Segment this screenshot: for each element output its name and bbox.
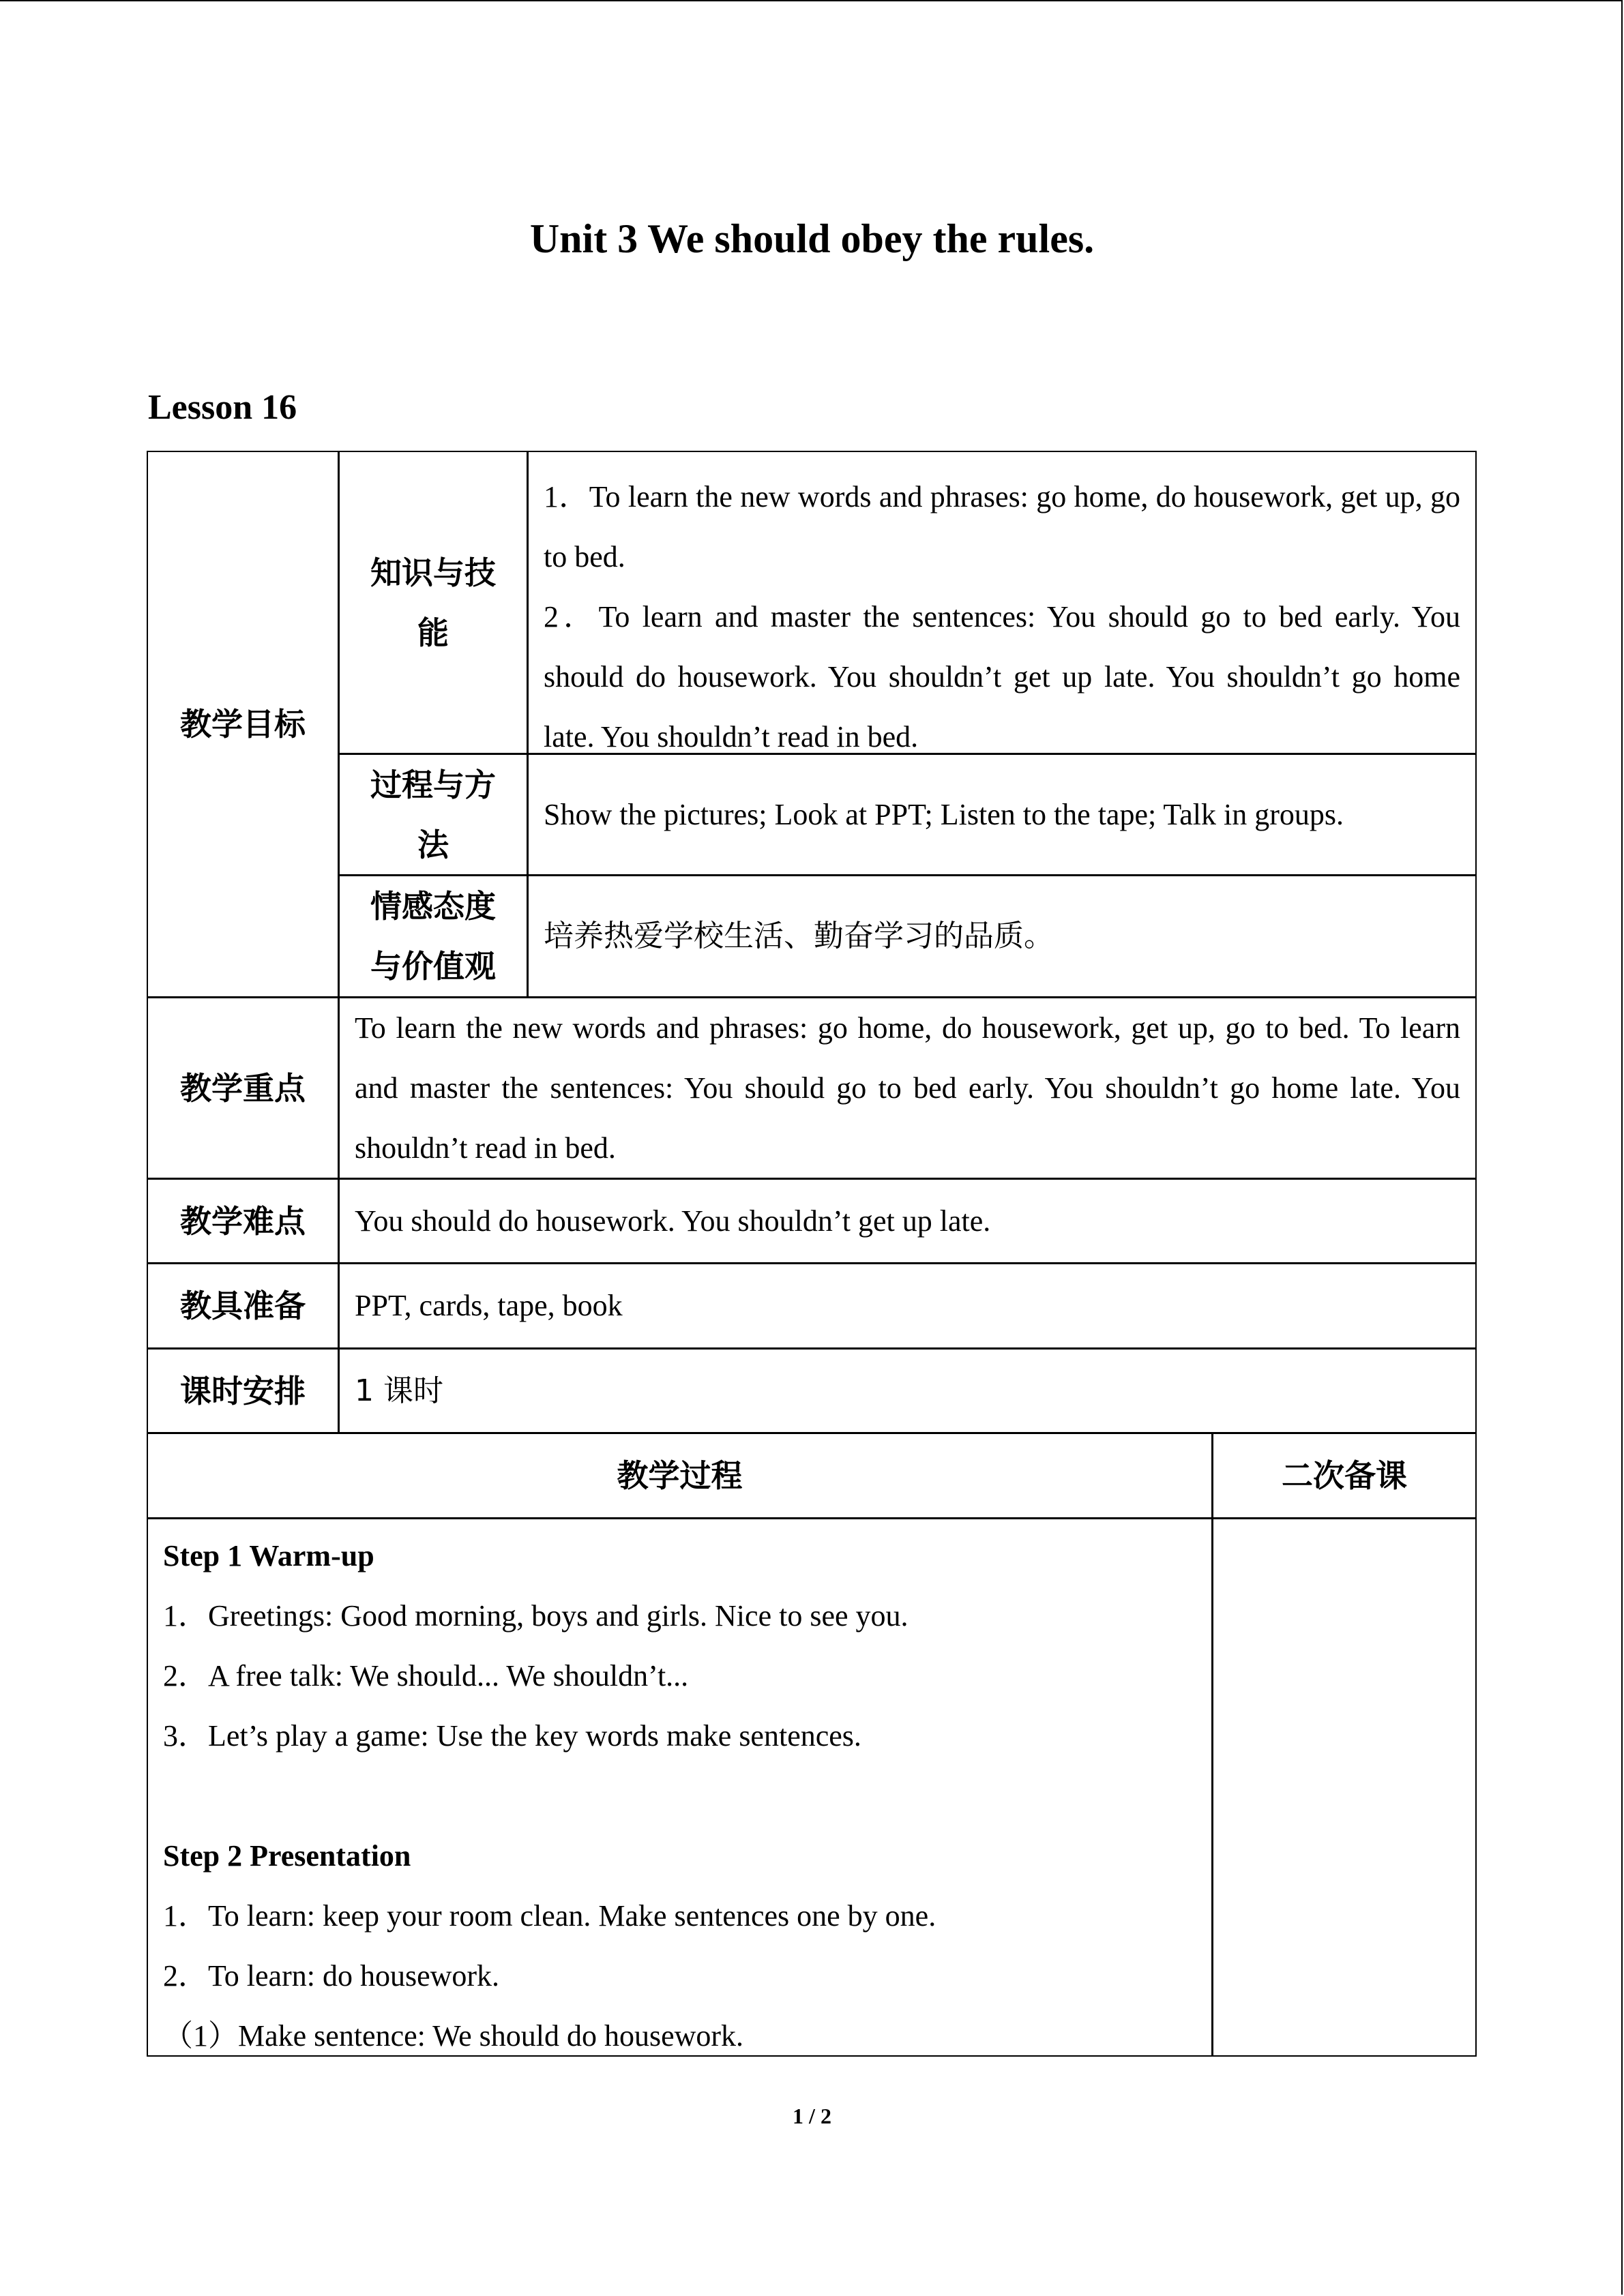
lesson-plan-table	[147, 451, 1477, 2057]
lesson-heading: Lesson 16	[148, 388, 297, 427]
difficult-points-text: You should do housework. You shouldn’t get up late.	[338, 1178, 1477, 1264]
second-prep-header: 二次备课	[1212, 1433, 1477, 1519]
difficult-points-label: 教学难点	[147, 1178, 339, 1264]
key-points-text: To learn the new words and phrases: go home, do housework, get up, go to bed. To learn and master the sentences: You should go to bed early. You shouldn’t go home late. You shouldn’t read in bed.	[338, 997, 1477, 1179]
step1-title: Step 1 Warm-up	[163, 1539, 374, 1572]
knowledge-text-2: 2．To learn and master the sentences: You should go to bed early. You should do housework. You shouldn’t get up late. You shouldn’t go home late. You shouldn’t read in bed.	[544, 600, 1460, 754]
teaching-process-header: 教学过程	[147, 1433, 1213, 1519]
time-text: 1 课时	[338, 1348, 1477, 1433]
key-points-label: 教学重点	[147, 997, 339, 1179]
step2-item: 2．To learn: do housework.	[163, 1959, 500, 1993]
step1-item: 2．A free talk: We should... We shouldn’t...	[163, 1659, 689, 1693]
step2-item: 1．To learn: keep your room clean. Make sentences one by one.	[163, 1899, 936, 1933]
emotion-text: 培养热爱学校生活、勤奋学习的品质。	[527, 875, 1477, 998]
page-indicator: 1 / 2	[793, 2104, 831, 2128]
emotion-label: 情感态度与价值观	[338, 875, 528, 998]
tools-text: PPT, cards, tape, book	[338, 1263, 1477, 1349]
knowledge-text-1: 1．To learn the new words and phrases: go home, do housework, get up, go to bed.	[544, 480, 1460, 573]
step2-title: Step 2 Presentation	[163, 1839, 411, 1873]
time-label: 课时安排	[147, 1348, 339, 1433]
knowledge-label: 知识与技能	[338, 451, 528, 754]
step1-item: 3．Let’s play a game: Use the key words make sentences.	[163, 1719, 861, 1753]
procedure-content	[147, 1518, 1213, 2057]
tools-label: 教具准备	[147, 1263, 339, 1349]
step2-item: （1）Make sentence: We should do housework.	[163, 2019, 744, 2053]
step1-item: 1．Greetings: Good morning, boys and girls. Nice to see you.	[163, 1599, 909, 1632]
objectives-label: 教学目标	[147, 451, 339, 998]
process-text: Show the pictures; Look at PPT; Listen to the tape; Talk in groups.	[527, 754, 1477, 876]
document-title: Unit 3 We should obey the rules.	[529, 216, 1095, 261]
second-prep-notes	[1212, 1518, 1477, 2057]
process-label: 过程与方法	[338, 754, 528, 876]
knowledge-text	[527, 451, 1477, 754]
